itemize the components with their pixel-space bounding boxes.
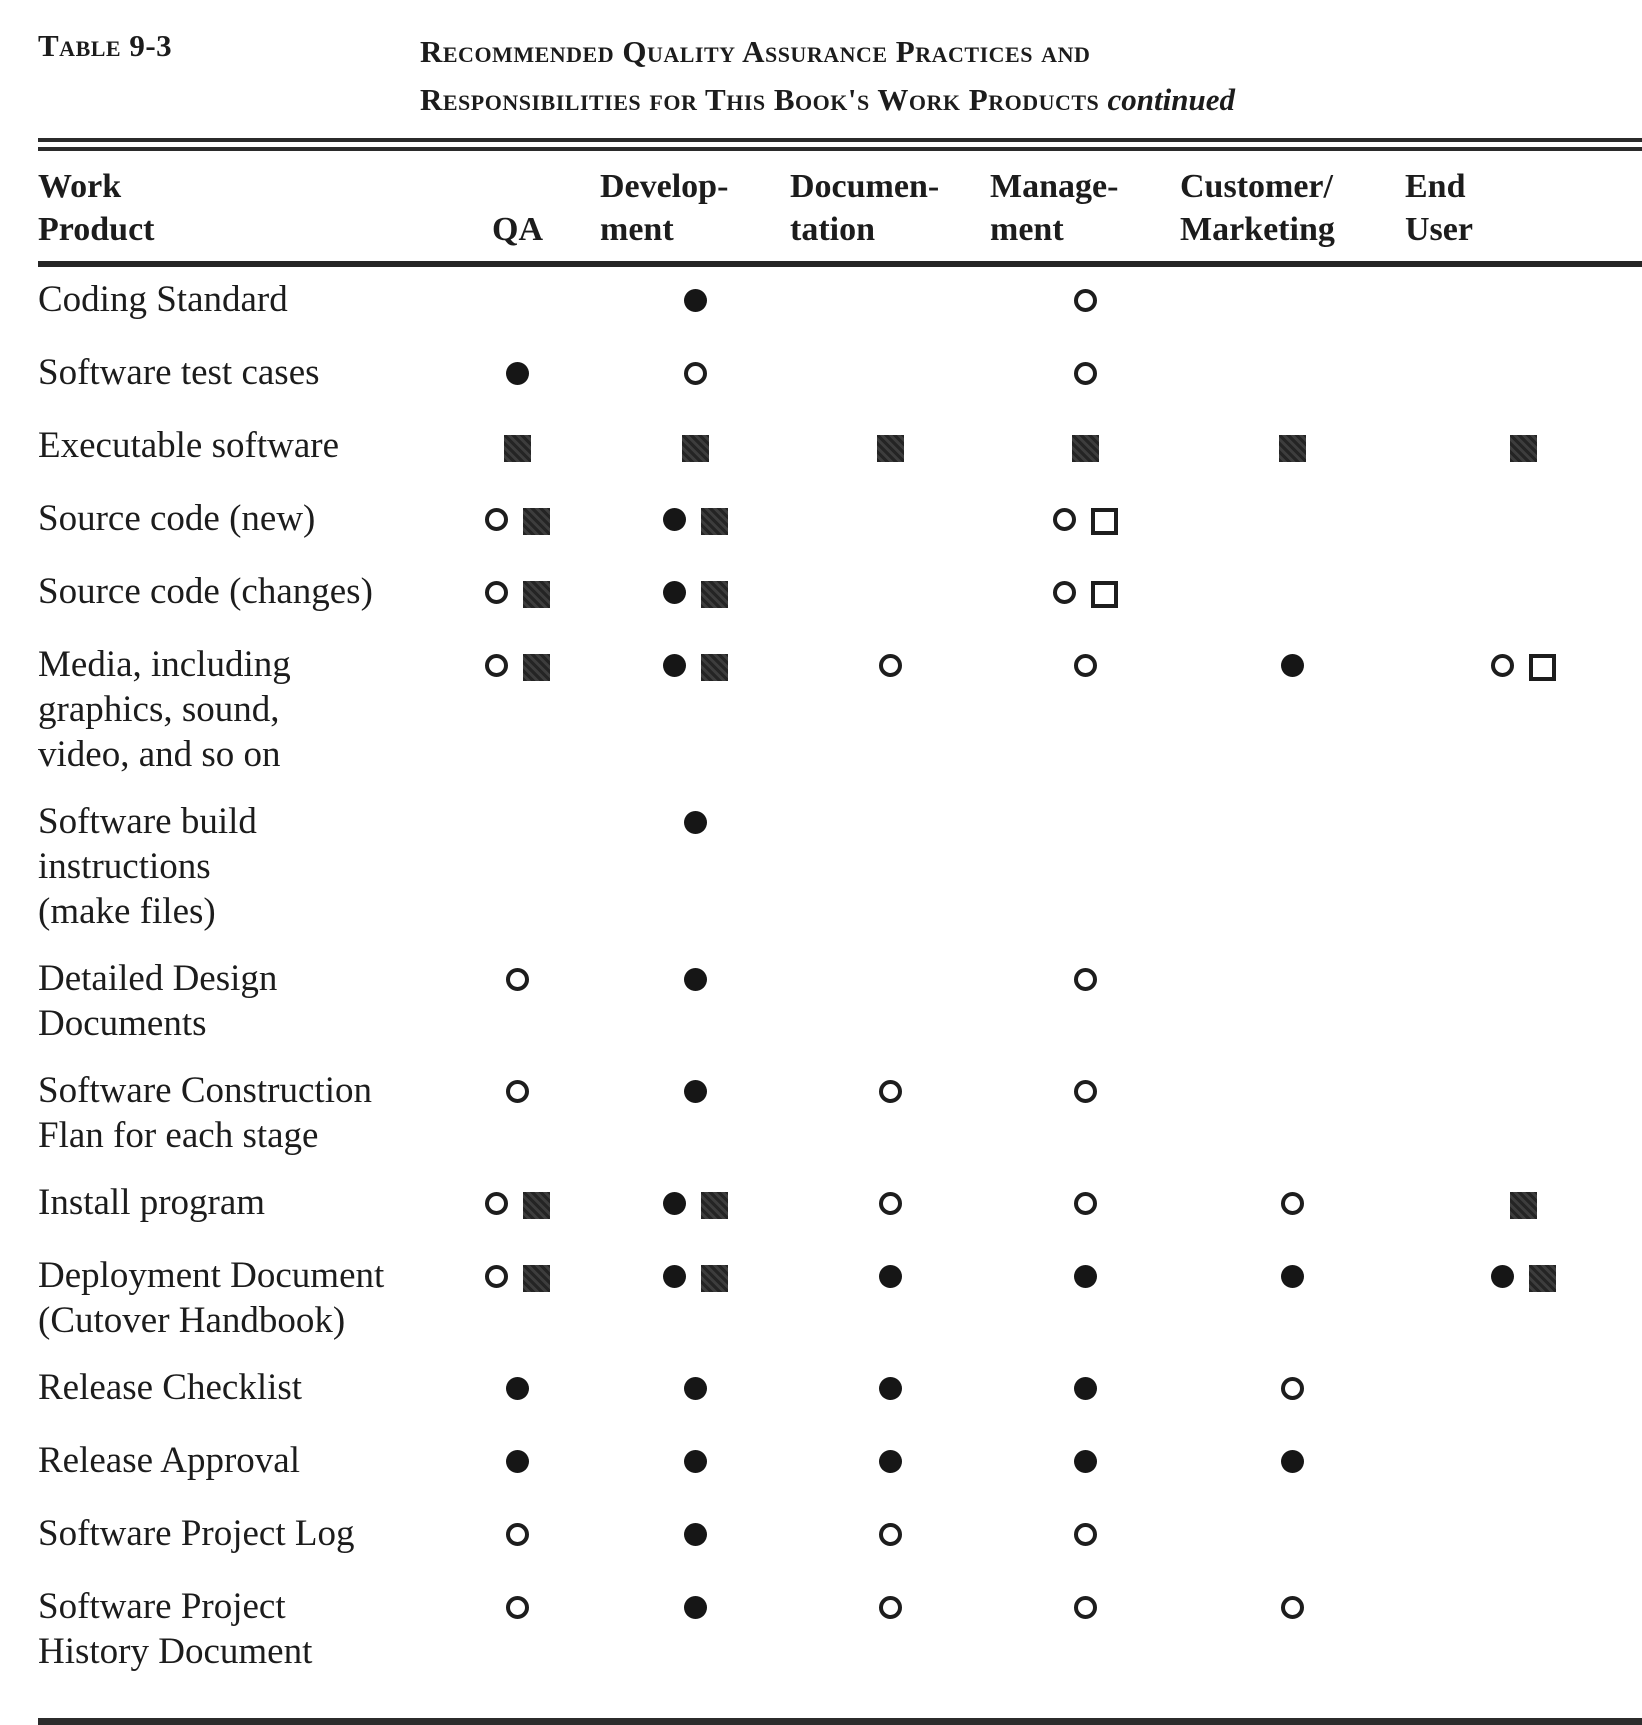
responsibility-cell-qa — [435, 1243, 600, 1355]
filled-circle-icon — [663, 1192, 686, 1215]
open-circle-icon — [1053, 581, 1076, 604]
open-circle-icon — [879, 1523, 902, 1546]
work-product-label: Release Approval — [38, 1440, 300, 1481]
responsibility-cell-end-user — [1405, 559, 1642, 632]
responsibility-cell-development — [600, 1243, 790, 1355]
open-circle-icon — [1491, 654, 1514, 677]
table-row — [38, 340, 1642, 413]
responsibility-cell-customer-marketing — [1180, 1058, 1405, 1170]
responsibility-cell-end-user — [1405, 1355, 1642, 1428]
work-product-label: Source code (new) — [38, 498, 316, 539]
filled-circle-icon — [506, 1450, 529, 1473]
filled-circle-icon — [1491, 1265, 1514, 1288]
open-circle-icon — [879, 654, 902, 677]
responsibility-cell-development — [600, 789, 790, 946]
table-row — [38, 789, 1642, 946]
responsibility-cell-qa — [435, 486, 600, 559]
open-circle-icon — [506, 1523, 529, 1546]
filled-square-icon — [1510, 435, 1537, 462]
filled-circle-icon — [663, 508, 686, 531]
filled-circle-icon — [684, 1377, 707, 1400]
open-circle-icon — [879, 1080, 902, 1103]
open-circle-icon — [1074, 1192, 1097, 1215]
responsibility-cell-end-user — [1405, 632, 1642, 789]
responsibility-cell-management — [990, 486, 1180, 559]
filled-square-icon — [701, 581, 728, 608]
responsibility-cell-documentation — [790, 413, 990, 486]
column-header-development: Develop- ment — [600, 145, 790, 265]
table-row — [38, 559, 1642, 632]
responsibility-cell-documentation — [790, 1428, 990, 1501]
responsibility-cell-documentation — [790, 1170, 990, 1243]
responsibility-cell-development — [600, 946, 790, 1058]
responsibility-cell-end-user — [1405, 789, 1642, 946]
filled-circle-icon — [1281, 1265, 1304, 1288]
responsibility-cell-qa — [435, 1058, 600, 1170]
responsibility-cell-management — [990, 559, 1180, 632]
filled-square-icon — [1529, 1265, 1556, 1292]
responsibility-cell-development — [600, 413, 790, 486]
filled-circle-icon — [1074, 1377, 1097, 1400]
responsibility-cell-qa — [435, 413, 600, 486]
table-row — [38, 1574, 1642, 1722]
table-row — [38, 1170, 1642, 1243]
open-circle-icon — [879, 1596, 902, 1619]
work-product-label: Software test cases — [38, 352, 320, 393]
table-label: Table 9-3 — [38, 28, 173, 63]
responsibility-cell-customer-marketing — [1180, 632, 1405, 789]
filled-square-icon — [701, 654, 728, 681]
responsibility-cell-management — [990, 1355, 1180, 1428]
work-product-label: Install program — [38, 1182, 266, 1223]
open-circle-icon — [485, 581, 508, 604]
open-circle-icon — [684, 362, 707, 385]
responsibility-cell-customer-marketing — [1180, 1243, 1405, 1355]
filled-circle-icon — [663, 654, 686, 677]
open-circle-icon — [485, 654, 508, 677]
filled-circle-icon — [684, 289, 707, 312]
responsibility-cell-qa — [435, 789, 600, 946]
responsibility-cell-development — [600, 1355, 790, 1428]
open-circle-icon — [485, 508, 508, 531]
filled-square-icon — [523, 654, 550, 681]
filled-circle-icon — [1281, 1450, 1304, 1473]
responsibility-cell-development — [600, 1428, 790, 1501]
responsibility-cell-development — [600, 1058, 790, 1170]
filled-circle-icon — [663, 581, 686, 604]
responsibility-cell-documentation — [790, 946, 990, 1058]
responsibility-cell-management — [990, 340, 1180, 413]
filled-square-icon — [523, 508, 550, 535]
responsibility-cell-qa — [435, 1355, 600, 1428]
filled-circle-icon — [684, 1596, 707, 1619]
work-product-label: Release Checklist — [38, 1367, 303, 1408]
work-product-label: Media, including graphics, sound, video, and so on — [38, 644, 291, 775]
responsibility-cell-documentation — [790, 1355, 990, 1428]
responsibility-cell-development — [600, 559, 790, 632]
table-row — [38, 413, 1642, 486]
responsibility-cell-documentation — [790, 1574, 990, 1722]
responsibility-cell-qa — [435, 340, 600, 413]
filled-circle-icon — [879, 1265, 902, 1288]
responsibility-cell-customer-marketing — [1180, 486, 1405, 559]
filled-square-icon — [523, 581, 550, 608]
column-header-documentation: Documen- tation — [790, 145, 990, 265]
responsibility-cell-management — [990, 1428, 1180, 1501]
responsibility-cell-development — [600, 1170, 790, 1243]
responsibility-cell-end-user — [1405, 264, 1642, 340]
responsibility-cell-qa — [435, 1574, 600, 1722]
responsibility-cell-customer-marketing — [1180, 789, 1405, 946]
table-title-line2: Responsibilities for This Book's Work Products — [420, 82, 1100, 117]
work-product-label: Deployment Document (Cutover Handbook) — [38, 1255, 385, 1341]
column-header-customer-marketing: Customer/ Marketing — [1180, 145, 1405, 265]
filled-circle-icon — [1281, 654, 1304, 677]
responsibility-cell-management — [990, 413, 1180, 486]
open-square-icon — [1091, 581, 1118, 608]
responsibility-cell-management — [990, 264, 1180, 340]
open-square-icon — [1091, 508, 1118, 535]
open-circle-icon — [1074, 289, 1097, 312]
table-body — [38, 264, 1642, 1722]
responsibility-cell-documentation — [790, 789, 990, 946]
table-row — [38, 486, 1642, 559]
responsibility-cell-development — [600, 486, 790, 559]
responsibility-cell-management — [990, 1574, 1180, 1722]
responsibility-cell-customer-marketing — [1180, 1170, 1405, 1243]
responsibility-cell-documentation — [790, 632, 990, 789]
responsibility-cell-documentation — [790, 1243, 990, 1355]
filled-circle-icon — [684, 968, 707, 991]
open-circle-icon — [1053, 508, 1076, 531]
work-product-label: Executable software — [38, 425, 339, 466]
open-circle-icon — [879, 1192, 902, 1215]
work-product-label: Software Project History Document — [38, 1574, 435, 1722]
open-circle-icon — [1074, 1523, 1097, 1546]
responsibility-cell-end-user — [1405, 1428, 1642, 1501]
responsibility-cell-management — [990, 1243, 1180, 1355]
filled-square-icon — [701, 508, 728, 535]
responsibility-cell-customer-marketing — [1180, 413, 1405, 486]
open-circle-icon — [1074, 1596, 1097, 1619]
work-product-label: Software Project Log — [38, 1513, 355, 1554]
responsibility-cell-qa — [435, 946, 600, 1058]
open-circle-icon — [506, 1080, 529, 1103]
work-product-label: Software build instructions (make files) — [38, 801, 257, 932]
open-circle-icon — [1281, 1377, 1304, 1400]
filled-square-icon — [682, 435, 709, 462]
responsibility-cell-documentation — [790, 486, 990, 559]
work-product-label: Software Construction Flan for each stage — [38, 1070, 372, 1156]
responsibility-cell-documentation — [790, 340, 990, 413]
filled-square-icon — [1279, 435, 1306, 462]
header-row — [38, 145, 1642, 265]
filled-square-icon — [1072, 435, 1099, 462]
table-title — [420, 18, 1235, 124]
responsibility-cell-qa — [435, 1170, 600, 1243]
filled-circle-icon — [1074, 1265, 1097, 1288]
open-circle-icon — [1074, 362, 1097, 385]
responsibility-cell-customer-marketing — [1180, 1428, 1405, 1501]
filled-circle-icon — [879, 1377, 902, 1400]
work-product-label: Source code (changes) — [38, 571, 373, 612]
responsibility-cell-customer-marketing — [1180, 340, 1405, 413]
table-row — [38, 632, 1642, 789]
responsibility-cell-management — [990, 1170, 1180, 1243]
open-circle-icon — [506, 1596, 529, 1619]
responsibility-cell-management — [990, 946, 1180, 1058]
table-title-line1: Recommended Quality Assurance Practices and — [420, 34, 1091, 69]
filled-circle-icon — [684, 1523, 707, 1546]
responsibility-cell-development — [600, 340, 790, 413]
table-title-continued: continued — [1107, 82, 1236, 117]
responsibility-cell-end-user — [1405, 1170, 1642, 1243]
filled-square-icon — [523, 1265, 550, 1292]
responsibility-cell-end-user — [1405, 413, 1642, 486]
responsibility-cell-documentation — [790, 264, 990, 340]
table-row — [38, 264, 1642, 340]
responsibility-cell-end-user — [1405, 340, 1642, 413]
table-row — [38, 1428, 1642, 1501]
responsibility-cell-end-user — [1405, 946, 1642, 1058]
filled-square-icon — [701, 1265, 728, 1292]
open-circle-icon — [1074, 968, 1097, 991]
responsibility-cell-qa — [435, 559, 600, 632]
filled-square-icon — [1510, 1192, 1537, 1219]
open-circle-icon — [1281, 1192, 1304, 1215]
responsibility-cell-customer-marketing — [1180, 264, 1405, 340]
filled-circle-icon — [1074, 1450, 1097, 1473]
column-header-work-product: Work Product — [38, 145, 435, 265]
open-circle-icon — [1074, 1080, 1097, 1103]
responsibility-cell-qa — [435, 1428, 600, 1501]
responsibility-cell-documentation — [790, 1058, 990, 1170]
filled-square-icon — [504, 435, 531, 462]
filled-circle-icon — [879, 1450, 902, 1473]
filled-circle-icon — [684, 1080, 707, 1103]
responsibility-cell-management — [990, 789, 1180, 946]
qa-responsibilities-table — [38, 138, 1642, 1725]
filled-circle-icon — [506, 1377, 529, 1400]
open-circle-icon — [1281, 1596, 1304, 1619]
responsibility-cell-customer-marketing — [1180, 946, 1405, 1058]
work-product-label: Detailed Design Documents — [38, 958, 278, 1044]
filled-circle-icon — [506, 362, 529, 385]
filled-square-icon — [523, 1192, 550, 1219]
filled-square-icon — [877, 435, 904, 462]
open-circle-icon — [485, 1192, 508, 1215]
responsibility-cell-customer-marketing — [1180, 559, 1405, 632]
table-caption — [38, 18, 1642, 124]
table-row — [38, 946, 1642, 1058]
responsibility-cell-end-user — [1405, 486, 1642, 559]
filled-circle-icon — [684, 1450, 707, 1473]
column-header-management: Manage- ment — [990, 145, 1180, 265]
open-circle-icon — [1074, 654, 1097, 677]
filled-square-icon — [701, 1192, 728, 1219]
table-title-line2-wrap — [420, 76, 1235, 124]
responsibility-cell-customer-marketing — [1180, 1574, 1405, 1722]
filled-circle-icon — [663, 1265, 686, 1288]
table-row — [38, 1355, 1642, 1428]
responsibility-cell-qa — [435, 264, 600, 340]
column-header-qa: QA — [435, 145, 600, 265]
responsibility-cell-end-user — [1405, 1058, 1642, 1170]
responsibility-cell-end-user — [1405, 1574, 1642, 1722]
open-circle-icon — [485, 1265, 508, 1288]
responsibility-cell-qa — [435, 632, 600, 789]
open-circle-icon — [506, 968, 529, 991]
responsibility-cell-development — [600, 264, 790, 340]
work-product-label: Coding Standard — [38, 279, 288, 320]
responsibility-cell-documentation — [790, 559, 990, 632]
responsibility-cell-management — [990, 632, 1180, 789]
responsibility-cell-development — [600, 632, 790, 789]
table-row — [38, 1058, 1642, 1170]
responsibility-cell-end-user — [1405, 1243, 1642, 1355]
responsibility-cell-management — [990, 1058, 1180, 1170]
responsibility-cell-development — [600, 1574, 790, 1722]
filled-circle-icon — [684, 811, 707, 834]
open-square-icon — [1529, 654, 1556, 681]
table-row — [38, 1243, 1642, 1355]
column-header-end-user: End User — [1405, 145, 1642, 265]
responsibility-cell-customer-marketing — [1180, 1355, 1405, 1428]
